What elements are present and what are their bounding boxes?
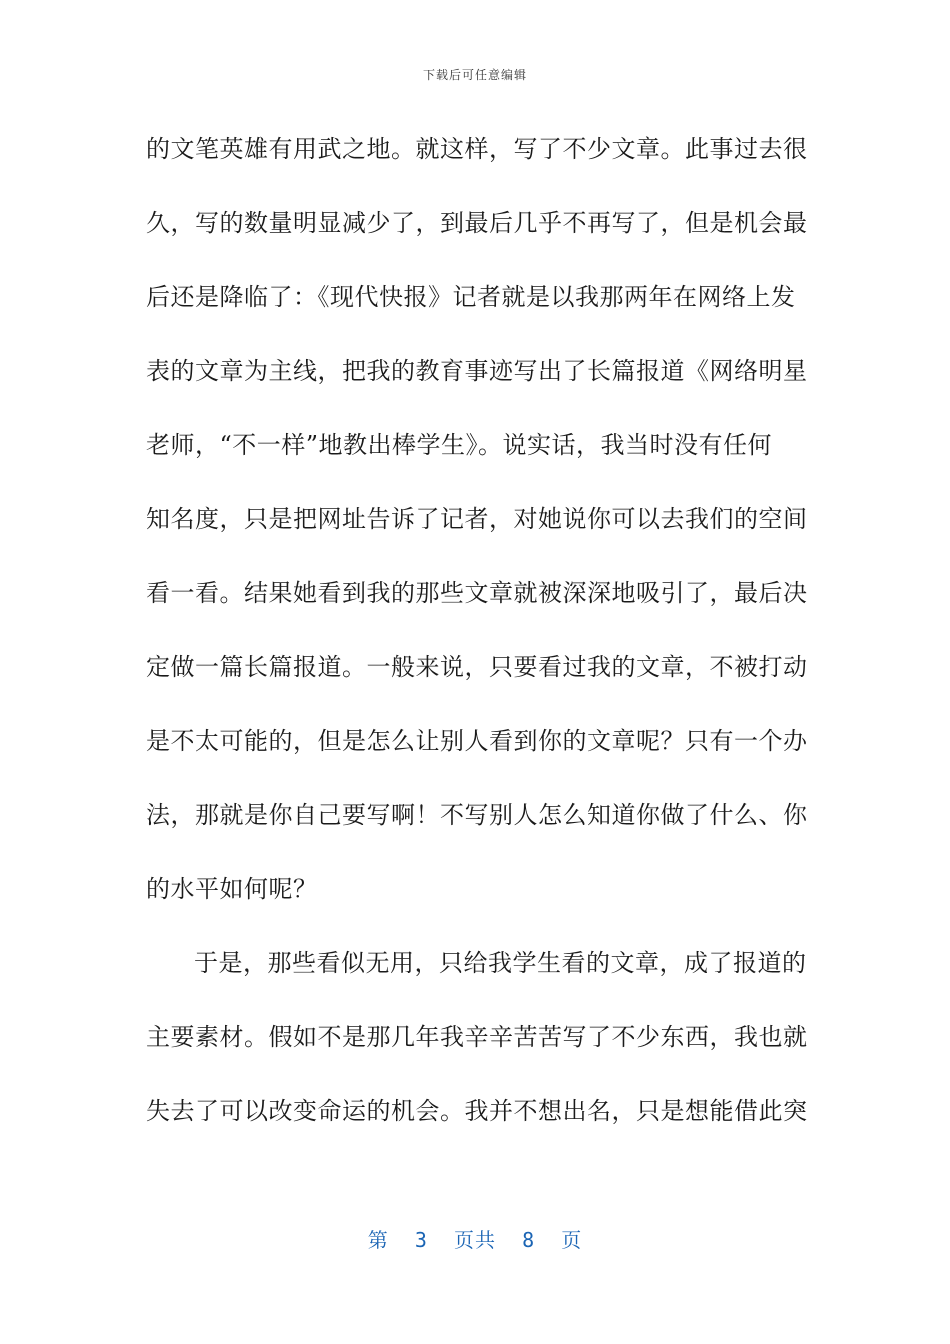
text-line: 的水平如何呢？ — [146, 875, 318, 903]
text-line: 看一看。结果她看到我的那些文章就被深深地吸引了，最后决 — [146, 579, 808, 607]
text-line: 知名度，只是把网址告诉了记者，对她说你可以去我们的空间 — [146, 505, 808, 533]
header-note: 下载后可任意编辑 — [422, 68, 527, 82]
text-line: 失去了可以改变命运的机会。我并不想出名，只是想能借此突 — [146, 1097, 808, 1125]
text-line: 表的文章为主线，把我的教育事迹写出了长篇报道《网络明星 — [146, 357, 808, 385]
text-line: 的文笔英雄有用武之地。就这样，写了不少文章。此事过去很 — [146, 135, 808, 163]
text-line: 老师，“不一样”地教出棒学生》。说实话，我当时没有任何 — [146, 431, 773, 459]
page-number-footer: 第 3 页共 8 页 — [367, 1228, 583, 1252]
text-line: 主要素材。假如不是那几年我辛辛苦苦写了不少东西，我也就 — [146, 1023, 808, 1051]
document-body — [146, 112, 806, 1148]
paragraph-start-line: 于是，那些看似无用，只给我学生看的文章，成了报道的 — [194, 949, 807, 977]
text-line: 久，写的数量明显减少了，到最后几乎不再写了，但是机会最 — [146, 209, 808, 237]
text-line: 定做一篇长篇报道。一般来说，只要看过我的文章，不被打动 — [146, 653, 808, 681]
text-line: 法，那就是你自己要写啊！不写别人怎么知道你做了什么、你 — [146, 801, 808, 829]
text-line: 后还是降临了：《现代快报》记者就是以我那两年在网络上发 — [146, 283, 796, 311]
text-line: 是不太可能的，但是怎么让别人看到你的文章呢？只有一个办 — [146, 727, 808, 755]
